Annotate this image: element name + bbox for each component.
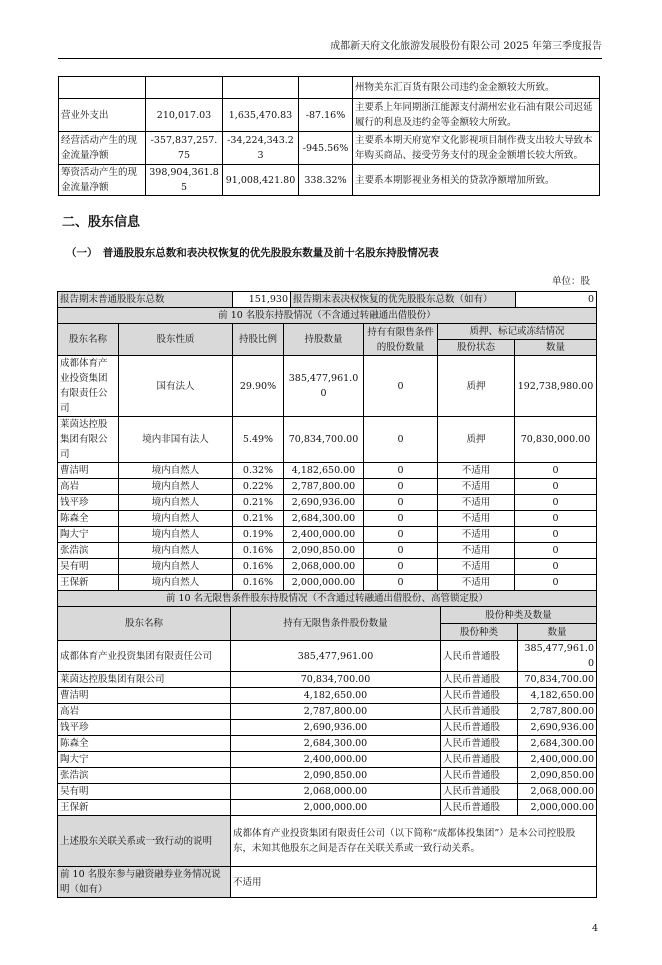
table-cell: 0 bbox=[364, 495, 438, 511]
preferred-holders-label: 报告期末表决权恢复的优先股股东总数（如有） bbox=[291, 292, 516, 308]
top10-title: 前 10 名股东持股情况（不含通过转融通出借股份） bbox=[58, 308, 597, 324]
table-cell: 2,787,800.00 bbox=[284, 479, 364, 495]
table-cell: 70,834,700.00 bbox=[518, 672, 597, 688]
table-cell: 29.90% bbox=[233, 356, 284, 417]
table-cell: 筹资活动产生的现金流量净额 bbox=[59, 165, 146, 196]
table-cell: 338.32% bbox=[299, 165, 353, 196]
table-cell: 营业外支出 bbox=[59, 99, 146, 132]
relation-label: 上述股东关联关系或一致行动的说明 bbox=[58, 816, 231, 867]
table-cell: 不适用 bbox=[438, 463, 515, 479]
table-cell bbox=[59, 77, 146, 99]
col-header: 持股数量 bbox=[284, 324, 364, 356]
table-cell: 人民币普通股 bbox=[441, 688, 518, 704]
unrestricted-row bbox=[58, 768, 597, 784]
table-cell: 境内自然人 bbox=[119, 543, 233, 559]
col-header: 持股比例 bbox=[233, 324, 284, 356]
col-header: 数量 bbox=[515, 340, 597, 356]
table-cell: 莱茵达控股集团有限公司 bbox=[58, 417, 119, 463]
table-cell: 莱茵达控股集团有限公司 bbox=[58, 672, 231, 688]
subsection-title: （一） 普通股股东总数和表决权恢复的优先股股东数量及前十名股东持股情况表 bbox=[66, 247, 439, 259]
table-cell: 0.21% bbox=[233, 495, 284, 511]
table-row bbox=[59, 132, 600, 165]
col-header: 股份种类 bbox=[441, 624, 518, 641]
table-cell: 高岩 bbox=[58, 479, 119, 495]
col-header: 质押、标记或冻结情况 bbox=[438, 324, 597, 340]
table-cell: 不适用 bbox=[438, 479, 515, 495]
table-cell: 2,400,000.00 bbox=[231, 752, 441, 768]
unrestricted-title: 前 10 名无限售条件股东持股情况（不含通过转融通出借股份、高管锁定股） bbox=[58, 591, 597, 607]
margin-text: 不适用 bbox=[231, 867, 597, 898]
table-cell: 吴有明 bbox=[58, 784, 231, 800]
table-cell: 陶大宁 bbox=[58, 752, 231, 768]
col-header: 持有有限售条件的股份数量 bbox=[364, 324, 438, 356]
table-cell: 1,635,470.83 bbox=[223, 99, 299, 132]
table-cell: 2,068,000.00 bbox=[231, 784, 441, 800]
unrestricted-row bbox=[58, 736, 597, 752]
shareholder-row bbox=[58, 463, 597, 479]
shareholder-row bbox=[58, 543, 597, 559]
table-cell: 2,690,936.00 bbox=[231, 720, 441, 736]
table-cell: 0 bbox=[515, 463, 597, 479]
col-header: 数量 bbox=[518, 624, 597, 641]
table-cell: 0 bbox=[515, 559, 597, 575]
table-cell: 0.21% bbox=[233, 511, 284, 527]
table-cell: 经营活动产生的现金流量净额 bbox=[59, 132, 146, 165]
unrestricted-row bbox=[58, 752, 597, 768]
page-number: 4 bbox=[591, 923, 598, 934]
table-cell: 质押 bbox=[438, 417, 515, 463]
section-title: 二、股东信息 bbox=[62, 215, 141, 230]
table-cell: 人民币普通股 bbox=[441, 720, 518, 736]
table-cell: 2,400,000.00 bbox=[518, 752, 597, 768]
table-cell: 曹洁明 bbox=[58, 688, 231, 704]
table-cell: 385,477,961.00 bbox=[231, 641, 441, 672]
table-cell: 境内自然人 bbox=[119, 575, 233, 591]
table-cell: 0 bbox=[515, 543, 597, 559]
table-cell: 境内自然人 bbox=[119, 495, 233, 511]
table-cell: 人民币普通股 bbox=[441, 641, 518, 672]
table-cell: 成都体育产业投资集团有限责任公司 bbox=[58, 641, 231, 672]
col-header: 持有无限售条件股份数量 bbox=[231, 607, 441, 641]
table-cell: 2,787,800.00 bbox=[231, 704, 441, 720]
table-cell: 0.16% bbox=[233, 543, 284, 559]
table-cell: 张浩滨 bbox=[58, 543, 119, 559]
table-cell: -87.16% bbox=[299, 99, 353, 132]
table-cell: 0 bbox=[515, 527, 597, 543]
running-header: 成都新天府文化旅游发展股份有限公司 2025 年第三季度报告 bbox=[330, 41, 602, 52]
table-cell: 2,068,000.00 bbox=[284, 559, 364, 575]
table-cell: 人民币普通股 bbox=[441, 736, 518, 752]
table-cell: 陶大宁 bbox=[58, 527, 119, 543]
table-cell: 0 bbox=[364, 356, 438, 417]
table-cell: 0.19% bbox=[233, 527, 284, 543]
table-cell: 吴有明 bbox=[58, 559, 119, 575]
top10-shareholders-table bbox=[57, 307, 597, 591]
table-cell bbox=[146, 77, 223, 99]
table-cell: 385,477,961.00 bbox=[284, 356, 364, 417]
table-cell bbox=[299, 77, 353, 99]
col-header: 股份种类及数量 bbox=[441, 607, 597, 624]
table-cell: 0 bbox=[515, 479, 597, 495]
table-cell: 0.16% bbox=[233, 559, 284, 575]
table-cell: 王保新 bbox=[58, 575, 119, 591]
table-cell: 人民币普通股 bbox=[441, 672, 518, 688]
table-cell: 成都体育产业投资集团有限责任公司 bbox=[58, 356, 119, 417]
table-cell: 境内自然人 bbox=[119, 479, 233, 495]
table-cell: 0 bbox=[364, 543, 438, 559]
table-cell: 2,090,850.00 bbox=[231, 768, 441, 784]
table-cell: 0 bbox=[515, 511, 597, 527]
unit-label: 单位：股 bbox=[551, 276, 590, 287]
table-row bbox=[59, 99, 600, 132]
preferred-holders-value: 0 bbox=[516, 292, 597, 308]
table-cell: 0.22% bbox=[233, 479, 284, 495]
table-cell: 不适用 bbox=[438, 511, 515, 527]
table-cell: 国有法人 bbox=[119, 356, 233, 417]
table-cell: 0 bbox=[364, 575, 438, 591]
table-cell: 境内自然人 bbox=[119, 559, 233, 575]
table-cell: 质押 bbox=[438, 356, 515, 417]
table-cell: 陈森全 bbox=[58, 736, 231, 752]
table-cell: 4,182,650.00 bbox=[231, 688, 441, 704]
relation-text: 成都体育产业投资集团有限责任公司（以下简称“成都体投集团”）是本公司控股股东，未知其他股东之间是否存在关联关系或一致行动关系。 bbox=[231, 816, 597, 867]
table-cell: 高岩 bbox=[58, 704, 231, 720]
unrestricted-shareholders-table bbox=[57, 590, 597, 898]
table-cell: 王保新 bbox=[58, 800, 231, 816]
table-cell: 2,068,000.00 bbox=[518, 784, 597, 800]
table-cell: 0 bbox=[515, 495, 597, 511]
common-holders-value: 151,930 bbox=[233, 292, 291, 308]
table-cell: 不适用 bbox=[438, 527, 515, 543]
table-cell: 境内非国有法人 bbox=[119, 417, 233, 463]
table-cell: 境内自然人 bbox=[119, 511, 233, 527]
col-header: 股东名称 bbox=[58, 607, 231, 641]
table-cell: 钱平珍 bbox=[58, 720, 231, 736]
header-rule bbox=[58, 58, 602, 59]
table-cell: 70,834,700.00 bbox=[284, 417, 364, 463]
shareholder-row bbox=[58, 575, 597, 591]
table-cell: 0 bbox=[364, 417, 438, 463]
table-cell: 2,690,936.00 bbox=[518, 720, 597, 736]
table-cell: -357,837,257.75 bbox=[146, 132, 223, 165]
table-cell: 2,000,000.00 bbox=[518, 800, 597, 816]
table-cell: 0 bbox=[515, 575, 597, 591]
table-cell: 70,834,700.00 bbox=[231, 672, 441, 688]
table-cell: 385,477,961.00 bbox=[518, 641, 597, 672]
table-cell: 5.49% bbox=[233, 417, 284, 463]
shareholder-summary-table bbox=[57, 291, 597, 308]
table-cell: 0.16% bbox=[233, 575, 284, 591]
table-cell: 2,400,000.00 bbox=[284, 527, 364, 543]
table-cell: 主要系本期影视业务相关的贷款净额增加所致。 bbox=[353, 165, 600, 196]
table-cell: 人民币普通股 bbox=[441, 800, 518, 816]
shareholder-row bbox=[58, 356, 597, 417]
table-cell: 张浩滨 bbox=[58, 768, 231, 784]
table-cell: 主要系上年同期浙江能源支付湖州宏业石油有限公司迟延履行的利息及违约金等金额较大所致。 bbox=[353, 99, 600, 132]
table-cell: 4,182,650.00 bbox=[284, 463, 364, 479]
col-header: 股东性质 bbox=[119, 324, 233, 356]
col-header: 股份状态 bbox=[438, 340, 515, 356]
table-cell: 钱平珍 bbox=[58, 495, 119, 511]
table-cell: 2,684,300.00 bbox=[231, 736, 441, 752]
table-cell: 人民币普通股 bbox=[441, 704, 518, 720]
unrestricted-row bbox=[58, 641, 597, 672]
table-cell: 2,000,000.00 bbox=[284, 575, 364, 591]
table-cell: 0 bbox=[364, 463, 438, 479]
table-cell: 2,787,800.00 bbox=[518, 704, 597, 720]
table-cell: 0 bbox=[364, 527, 438, 543]
table-cell: 不适用 bbox=[438, 575, 515, 591]
table-cell: 境内自然人 bbox=[119, 463, 233, 479]
unrestricted-row bbox=[58, 784, 597, 800]
col-header: 股东名称 bbox=[58, 324, 119, 356]
table-cell: 曹洁明 bbox=[58, 463, 119, 479]
table-row bbox=[59, 77, 600, 99]
table-cell: 2,090,850.00 bbox=[284, 543, 364, 559]
table-cell: 4,182,650.00 bbox=[518, 688, 597, 704]
change-explanation-table bbox=[58, 76, 600, 196]
table-cell: 2,684,300.00 bbox=[518, 736, 597, 752]
table-cell: 人民币普通股 bbox=[441, 784, 518, 800]
table-row bbox=[59, 165, 600, 196]
table-cell: 0 bbox=[364, 511, 438, 527]
table-cell: 210,017.03 bbox=[146, 99, 223, 132]
table-cell: 2,690,936.00 bbox=[284, 495, 364, 511]
shareholder-row bbox=[58, 417, 597, 463]
unrestricted-row bbox=[58, 800, 597, 816]
table-cell: 192,738,980.00 bbox=[515, 356, 597, 417]
margin-label: 前 10 名股东参与融资融券业务情况说明（如有） bbox=[58, 867, 231, 898]
table-cell: 人民币普通股 bbox=[441, 768, 518, 784]
table-cell: 0 bbox=[364, 479, 438, 495]
shareholder-row bbox=[58, 527, 597, 543]
table-cell: 不适用 bbox=[438, 559, 515, 575]
shareholder-row bbox=[58, 511, 597, 527]
table-cell: 398,904,361.85 bbox=[146, 165, 223, 196]
shareholder-row bbox=[58, 479, 597, 495]
table-cell: 70,830,000.00 bbox=[515, 417, 597, 463]
shareholder-row bbox=[58, 559, 597, 575]
table-cell: 主要系本期天府宽窄文化影视项目制作费支出较大导致本年购买商品、接受劳务支付的现金金额增长较大所致。 bbox=[353, 132, 600, 165]
table-cell: 2,000,000.00 bbox=[231, 800, 441, 816]
unrestricted-row bbox=[58, 672, 597, 688]
table-cell: -34,224,343.23 bbox=[223, 132, 299, 165]
unrestricted-row bbox=[58, 720, 597, 736]
table-cell: 不适用 bbox=[438, 543, 515, 559]
table-cell: 0.32% bbox=[233, 463, 284, 479]
table-cell: 境内自然人 bbox=[119, 527, 233, 543]
table-cell bbox=[223, 77, 299, 99]
shareholder-row bbox=[58, 495, 597, 511]
unrestricted-row bbox=[58, 704, 597, 720]
table-cell: 州物美东汇百货有限公司违约金金额较大所致。 bbox=[353, 77, 600, 99]
table-cell: -945.56% bbox=[299, 132, 353, 165]
table-cell: 陈森全 bbox=[58, 511, 119, 527]
unrestricted-row bbox=[58, 688, 597, 704]
table-cell: 人民币普通股 bbox=[441, 752, 518, 768]
table-cell: 不适用 bbox=[438, 495, 515, 511]
table-cell: 0 bbox=[364, 559, 438, 575]
table-cell: 2,684,300.00 bbox=[284, 511, 364, 527]
common-holders-label: 报告期末普通股股东总数 bbox=[58, 292, 233, 308]
table-cell: 2,090,850.00 bbox=[518, 768, 597, 784]
table-cell: 91,008,421.80 bbox=[223, 165, 299, 196]
